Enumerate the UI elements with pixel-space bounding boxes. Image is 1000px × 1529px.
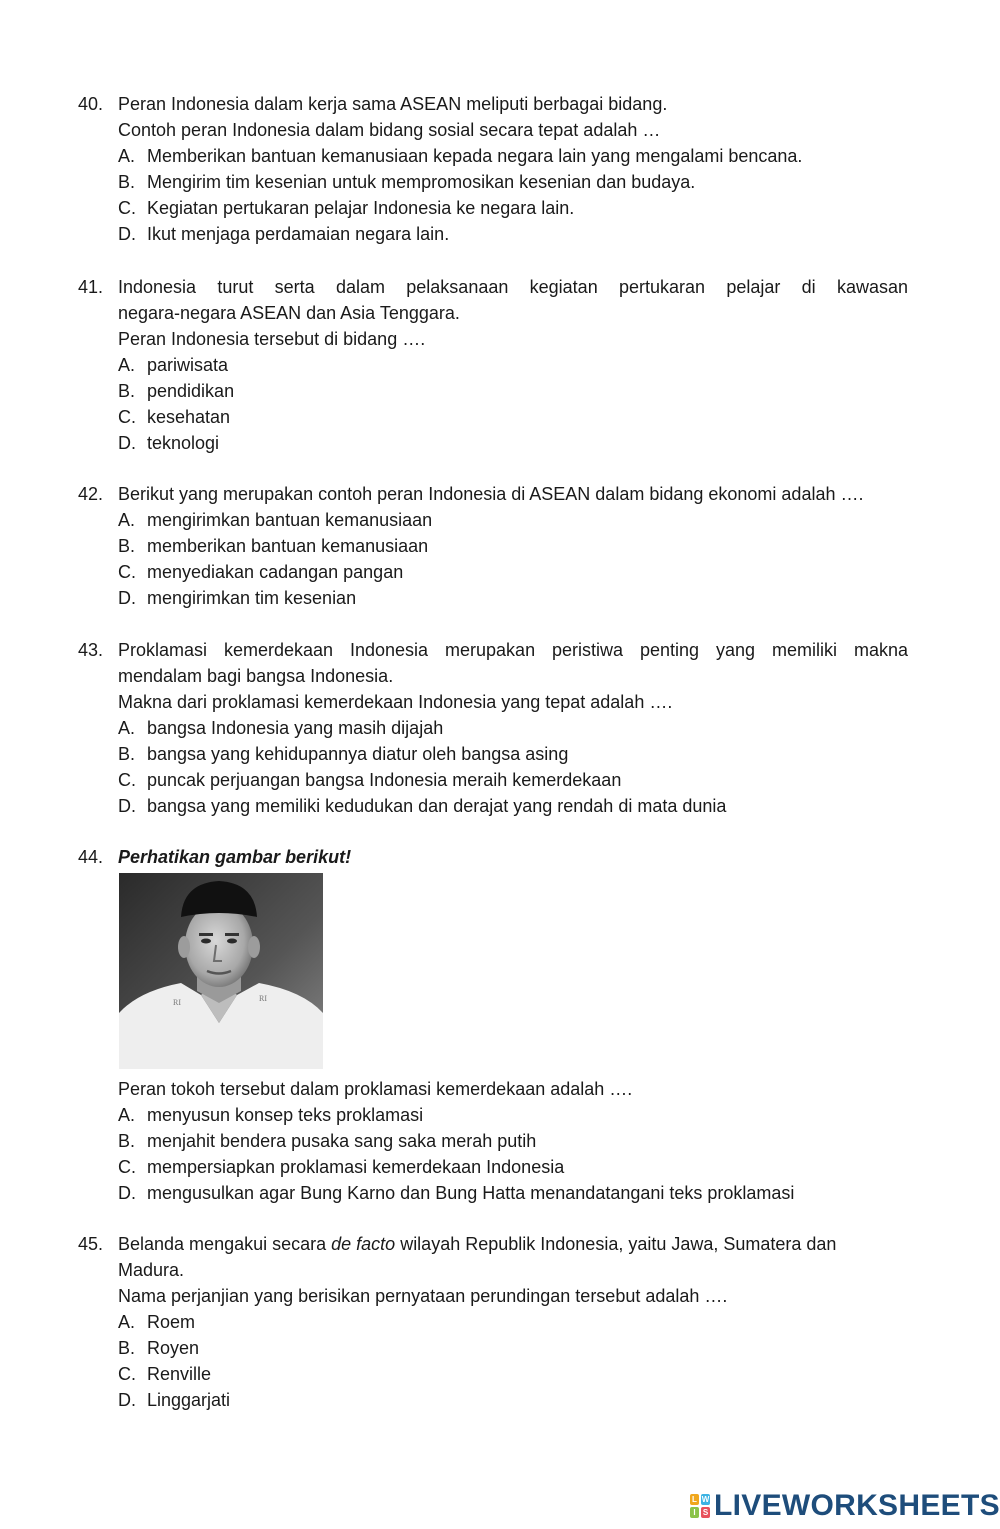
option-letter: C. [118, 1364, 136, 1384]
option-letter: A. [118, 510, 136, 530]
option-letter: A. [118, 146, 136, 166]
option-letter: B. [118, 744, 136, 764]
option-letter: B. [118, 536, 136, 556]
option-letter: C. [118, 198, 136, 218]
option-letter: B. [118, 172, 136, 192]
option-a[interactable] [78, 143, 908, 169]
option-d[interactable] [78, 1180, 908, 1206]
lapel-insignia: RI [173, 998, 181, 1007]
option-text: bangsa yang memiliki kedudukan dan derajat yang rendah di mata dunia [147, 796, 727, 816]
question-number: 45. [78, 1234, 104, 1254]
option-letter: B. [118, 1338, 136, 1358]
option-letter: D. [118, 1183, 136, 1203]
option-d[interactable] [78, 793, 908, 819]
option-b[interactable] [78, 378, 908, 404]
option-letter: A. [118, 1312, 136, 1332]
option-letter: A. [118, 355, 136, 375]
option-letter: C. [118, 1157, 136, 1177]
logo-mark-cell: W [701, 1495, 710, 1504]
option-text: kesehatan [147, 407, 231, 427]
question-stem-line: negara-negara ASEAN dan Asia Tenggara. [118, 303, 460, 323]
option-text: menjahit bendera pusaka sang saka merah putih [147, 1131, 537, 1151]
option-letter: C. [118, 562, 136, 582]
question-number: 44. [78, 847, 104, 867]
question-stem-line: Peran Indonesia dalam kerja sama ASEAN meliputi berbagai bidang. [118, 94, 668, 114]
option-text: Kegiatan pertukaran pelajar Indonesia ke negara lain. [147, 198, 575, 218]
option-letter: D. [118, 588, 136, 608]
question-41 [78, 274, 908, 456]
option-text: mengirimkan bantuan kemanusiaan [147, 510, 433, 530]
question-stem-line: Indonesia turut serta dalam pelaksanaan kegiatan pertukaran pelajar di kawasan [118, 277, 908, 297]
logo-mark-cell: L [690, 1494, 699, 1505]
option-c[interactable] [78, 767, 908, 793]
option-c[interactable] [78, 559, 908, 585]
option-b[interactable] [78, 1128, 908, 1154]
option-text: mengusulkan agar Bung Karno dan Bung Hatta menandatangani teks proklamasi [147, 1183, 795, 1203]
question-number: 42. [78, 484, 104, 504]
question-44 [78, 844, 908, 870]
option-a[interactable] [78, 1309, 908, 1335]
question-43 [78, 637, 908, 819]
option-text: teknologi [147, 433, 220, 453]
option-text: menyediakan cadangan pangan [147, 562, 404, 582]
option-letter: A. [118, 718, 136, 738]
question-stem-line: Nama perjanjian yang berisikan pernyataan perundingan tersebut adalah …. [118, 1286, 728, 1306]
option-text: menyusun konsep teks proklamasi [147, 1105, 424, 1125]
lapel-insignia: RI [259, 994, 267, 1003]
option-text: pariwisata [147, 355, 229, 375]
option-c[interactable] [78, 1361, 908, 1387]
option-c[interactable] [78, 404, 908, 430]
option-letter: D. [118, 796, 136, 816]
question-42 [78, 481, 908, 611]
stem-text: wilayah Republik Indonesia, yaitu Jawa, Sumatera dan [395, 1234, 837, 1254]
portrait-photo [119, 873, 323, 1069]
option-text: bangsa Indonesia yang masih dijajah [147, 718, 444, 738]
liveworksheets-logo[interactable] [690, 1486, 1000, 1526]
option-letter: D. [118, 433, 136, 453]
option-d[interactable] [78, 585, 908, 611]
option-text: Mengirim tim kesenian untuk mempromosikan kesenian dan budaya. [147, 172, 696, 192]
question-stem-line: Makna dari proklamasi kemerdekaan Indonesia yang tepat adalah …. [118, 692, 673, 712]
option-letter: D. [118, 224, 136, 244]
question-44-body [78, 1076, 908, 1206]
option-a[interactable] [78, 715, 908, 741]
question-stem-line: Berikut yang merupakan contoh peran Indonesia di ASEAN dalam bidang ekonomi adalah …. [118, 484, 864, 504]
option-letter: B. [118, 381, 136, 401]
option-b[interactable] [78, 169, 908, 195]
option-text: Renville [147, 1364, 212, 1384]
question-number: 41. [78, 277, 104, 297]
question-45 [78, 1231, 908, 1413]
option-text: bangsa yang kehidupannya diatur oleh bangsa asing [147, 744, 569, 764]
option-a[interactable] [78, 352, 908, 378]
option-d[interactable] [78, 221, 908, 247]
question-stem-line: Proklamasi kemerdekaan Indonesia merupakan peristiwa penting yang memiliki makna [118, 640, 908, 660]
question-number: 43. [78, 640, 104, 660]
option-c[interactable] [78, 195, 908, 221]
stem-text: Belanda mengakui secara [118, 1234, 332, 1254]
option-letter: A. [118, 1105, 136, 1125]
logo-mark-cell: S [702, 1508, 709, 1517]
option-b[interactable] [78, 533, 908, 559]
option-text: Linggarjati [147, 1390, 231, 1410]
option-d[interactable] [78, 1387, 908, 1413]
option-text: mengirimkan tim kesenian [147, 588, 357, 608]
logo-text: LIVEWORKSHEETS [714, 1489, 1000, 1522]
question-stem-line: Contoh peran Indonesia dalam bidang sosial secara tepat adalah … [118, 120, 661, 140]
logo-mark-cell: I [690, 1507, 699, 1518]
option-text: Memberikan bantuan kemanusiaan kepada negara lain yang mengalami bencana. [147, 146, 803, 166]
option-text: memberikan bantuan kemanusiaan [147, 536, 429, 556]
question-number: 40. [78, 94, 104, 114]
option-text: pendidikan [147, 381, 235, 401]
stem-italic-term: de facto [331, 1234, 396, 1254]
question-stem-line [118, 1231, 836, 1257]
option-text: Royen [147, 1338, 200, 1358]
logo-mark-icon [690, 1494, 710, 1518]
question-stem-line: mendalam bagi bangsa Indonesia. [118, 666, 394, 686]
option-text: Roem [147, 1312, 196, 1332]
question-stem-line: Peran Indonesia tersebut di bidang …. [118, 329, 426, 349]
option-text: puncak perjuangan bangsa Indonesia meraih kemerdekaan [147, 770, 622, 790]
option-letter: B. [118, 1131, 136, 1151]
question-instruction: Perhatikan gambar berikut! [118, 847, 352, 867]
option-c[interactable] [78, 1154, 908, 1180]
option-a[interactable] [78, 507, 908, 533]
question-40 [78, 91, 908, 247]
option-d[interactable] [78, 430, 908, 456]
option-a[interactable] [78, 1102, 908, 1128]
option-b[interactable] [78, 1335, 908, 1361]
option-letter: D. [118, 1390, 136, 1410]
option-letter: C. [118, 407, 136, 427]
option-text: Ikut menjaga perdamaian negara lain. [147, 224, 450, 244]
question-stem-line: Madura. [118, 1260, 185, 1280]
question-stem-line: Peran tokoh tersebut dalam proklamasi kemerdekaan adalah …. [118, 1079, 633, 1099]
option-b[interactable] [78, 741, 908, 767]
option-text: mempersiapkan proklamasi kemerdekaan Indonesia [147, 1157, 565, 1177]
option-letter: C. [118, 770, 136, 790]
